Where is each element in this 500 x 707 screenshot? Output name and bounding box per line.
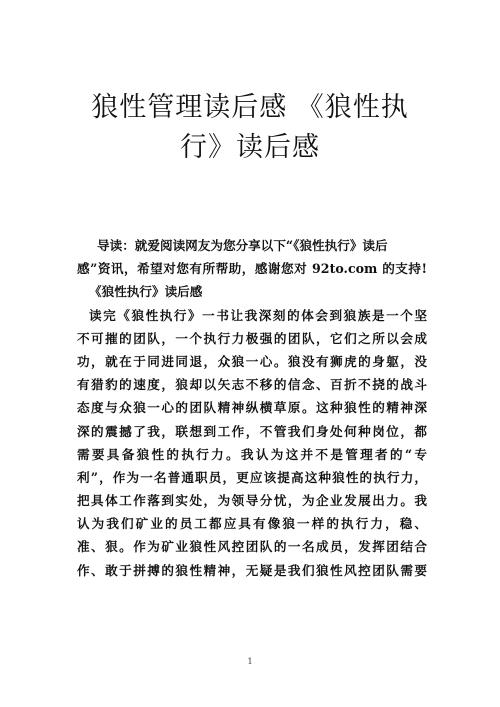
body-line: 需要具备狼性的执行力。我认为这并不是管理者的“专	[77, 446, 427, 462]
intro-line: 感”资讯，希望对您有所帮助，感谢您对 92to.com 的支持!	[77, 261, 427, 277]
body-line: 不可摧的团队，一个执行力极强的团队，它们之所以会成	[77, 330, 427, 346]
document-body	[77, 234, 427, 582]
page-number: 1	[247, 657, 253, 666]
intro-line: 导读：就爱阅读网友为您分享以下“《狼性执行》读后	[97, 238, 388, 253]
document-title	[60, 88, 440, 168]
title-line-2: 行》读后感	[180, 132, 320, 163]
body-line: 态度与众狼一心的团队精神纵横草原。这种狼性的精神深	[77, 400, 427, 416]
body-line: 把具体工作落到实处，为领导分忧，为企业发展出力。我	[77, 493, 427, 509]
title-line-1: 狼性管理读后感 《狼性执	[91, 92, 409, 123]
body-line: 利”，作为一名普通职员，更应该提高这种狼性的执行力，	[77, 469, 427, 485]
section-heading: 《狼性执行》读后感	[89, 284, 203, 300]
body-line: 准、狠。作为矿业狼性风控团队的一名成员，发挥团结合	[77, 539, 427, 555]
body-line: 读完《狼性执行》一书让我深刻的体会到狼族是一个坚	[89, 307, 427, 323]
body-line: 深的震撼了我，联想到工作，不管我们身处何种岗位，都	[77, 423, 427, 439]
body-line: 认为我们矿业的员工都应具有像狼一样的执行力，稳、	[77, 516, 427, 532]
body-line: 有猎豹的速度，狼却以矢志不移的信念、百折不挠的战斗	[77, 377, 427, 393]
body-line: 功，就在于同进同退，众狼一心。狼没有狮虎的身躯，没	[77, 353, 427, 369]
body-line: 作、敢于拼搏的狼性精神，无疑是我们狼性风控团队需要	[77, 562, 427, 578]
